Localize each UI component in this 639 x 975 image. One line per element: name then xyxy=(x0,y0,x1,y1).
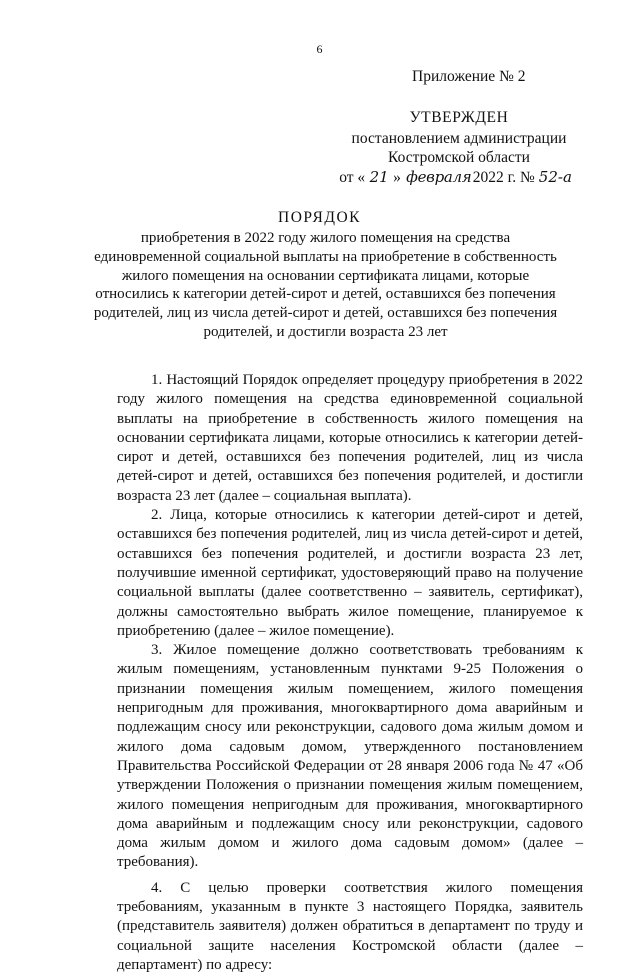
approval-line-1: постановлением администрации xyxy=(351,129,567,147)
handwritten-month: февраля xyxy=(406,167,472,186)
paragraph-2 xyxy=(117,506,583,641)
handwritten-day: 21 xyxy=(369,167,389,186)
subtitle-line: относились к категории детей-сирот и детей, оставшихся без попечения xyxy=(95,286,556,303)
paragraph-1 xyxy=(117,371,583,506)
subtitle-line: жилого помещения на основании сертификата лицами, которые xyxy=(121,267,530,284)
approval-line-2: Костромской области xyxy=(388,149,530,166)
date-close-quote: » xyxy=(393,168,401,186)
document-body xyxy=(117,371,583,975)
approval-block xyxy=(300,108,618,187)
subtitle-line: родителей, и достигли возраста 23 лет xyxy=(203,323,448,340)
paragraph-text: 3. Жилое помещение должно соответствовать требованиям к жилым помещениям, установленным пунктами 9-25 Положения о признании помещения жилым помещением, жилого помещения непригодным для проживания, многоквартирного дома аварийным и подлежащим сносу или реконструкции, садового дома жилым домом и жилого дома садовым домом, утвержденного постановлением Правительства Российской Федерации от 28 января 2006 года № 47 «Об утверждении Положения о признании помещения жилым помещением, жилого помещения непригодным для проживания, многоквартирного дома аварийным и подлежащим сносу или реконструкции, садового дома жилым домом и жилого дома садовым домом» (далее – требования). xyxy=(117,642,583,871)
paragraph-text: 1. Настоящий Порядок определяет процедуру приобретения в 2022 году жилого помещения на средства единовременной социальной выплаты на приобретение в собственность жилого помещения на основании сертификата лицами, которые относились к категории детей-сирот и детей, оставшихся без попечения родителей, лиц из числа детей-сирот и детей, оставшихся без попечения родителей, и достигли возраста 23 лет (далее – социальная выплата). xyxy=(117,372,583,504)
appendix-label: Приложение № 2 xyxy=(412,68,526,85)
page-number: 6 xyxy=(316,42,323,56)
approval-heading: УТВЕРЖДЕН xyxy=(409,109,509,126)
paragraph-text: 4. С целью проверки соответствия жилого помещения требованиям, указанным в пункте 3 настоящего Порядка, заявитель (представитель заявителя) должен обратиться в департамент по труду и социальной защите населения Костромской области (далее – департамент) по адресу: xyxy=(117,879,583,973)
subtitle-line: приобретения в 2022 году жилого помещения на средства xyxy=(140,230,511,246)
handwritten-number: 52-а xyxy=(538,167,572,186)
approval-date-line xyxy=(339,168,579,188)
paragraph-text: 2. Лица, которые относились к категории детей-сирот и детей, оставшихся без попечения родителей, лиц из числа детей-сирот и детей, оставшихся без попечения родителей, и достигли возраста 23 лет, получившие именной сертификат, удостоверяющий право на получение социальной выплаты (далее соответственно – заявитель, сертификат), должны самостоятельно выбрать жилое помещение, планируемое к приобретению (далее – жилое помещение). xyxy=(117,507,583,639)
subtitle-line: родителей, лиц из числа детей-сирот и детей, оставшихся без попечения xyxy=(93,305,558,322)
subtitle-line: единовременной социальной выплаты на приобретение в собственность xyxy=(94,248,557,265)
document-title: ПОРЯДОК xyxy=(278,209,361,226)
year-and-number-label: 2022 г. № xyxy=(472,168,535,186)
paragraph-3 xyxy=(117,641,583,873)
date-prefix: от « xyxy=(339,168,366,186)
document-subtitle xyxy=(78,229,573,342)
paragraph-4 xyxy=(117,879,583,975)
